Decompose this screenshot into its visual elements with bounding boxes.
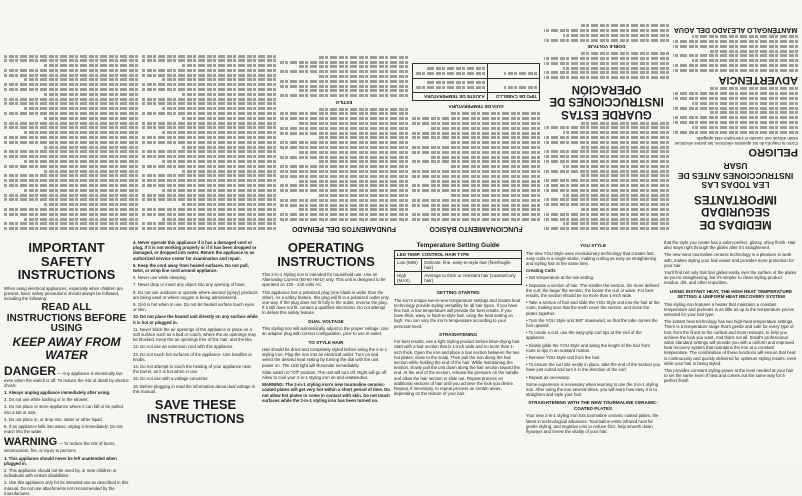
spanish-column-2 (544, 4, 669, 232)
temperature-table-caption: Temperature Setting Guide (416, 242, 500, 249)
english-column-4 (394, 240, 522, 457)
safety-item-4: 4. Never operate this appliance if it has a damaged cord or plug, if it is not working properly or if it has been dropped or damaged, or dropped into water. Return the appliance to an authorized service center for examination and repair. (133, 240, 257, 261)
danger-item-2: 2. Do not use while bathing or in the shower. (4, 397, 89, 403)
curl-step-8: • To ensure the curl sits neatly in place, take the end of the section you have just curled and turn it in the direction of the curl. (526, 362, 660, 373)
english-column-2 (133, 240, 258, 457)
curl-step-5: • To create a curl, use the easy-grip curl tips at the end of the appliance. (526, 330, 642, 341)
table-cell-high: High (MAX) (395, 272, 422, 285)
slide-switch-text: Slide switch to "Off" position. The unit will turn off. Right will go off. Allow to cool your 2-in-1 styling iron on and unattended. (262, 369, 388, 381)
glide-text: You'll find not only that hair glides easily over the surface of the plates as you're straightening, but it's simpler to clean styling product residue, dirt, and other impurities. (664, 270, 797, 286)
spanish-styling-basics-title: FUNDAMENTOS DEL PEINADO (292, 225, 396, 232)
safety-intro: When using electrical appliances, especially when children are present, basic safety precautions should always be followed, including the following: (4, 285, 123, 301)
keep-away-heading: KEEP AWAY FROM WATER (12, 334, 121, 362)
you-style-intro: The new YOU Style uses revolutionary technology that creates fast, easy curls in a single stroke, making curling as easy as straightening and styling hair at the same time. (526, 250, 657, 266)
operating-instructions-title: OPERATING INSTRUCTIONS (277, 240, 375, 269)
temperature-setting-table (394, 243, 522, 285)
nano-tourmaline-text: The new nano tourmaline ceramic technology is a pleasure to work with, makes styling your hair easier and provides more protection for your hair. (664, 252, 794, 268)
save-instructions-title: SAVE THESE INSTRUCTIONS (146, 397, 245, 426)
danger-item-5: 5. If an appliance falls into water, unplug it immediately. Do not reach into the water. (4, 424, 123, 435)
safety-item-10: 10. Do not place the heated unit directly on any surface while it is hot or plugged in. (133, 314, 258, 325)
table-cell-low-desc: Delicate, fine, easy-to-style hair (fine/fragile hair) (422, 259, 522, 272)
getting-started-text: The iron's unique two-in-one temperature settings and instant heat technology provide styling versatility for all hair types. If you have fine hair, a low temperature will provide the best results. If you have thick, wavy or hard-to-style hair, using the heat setting on high. You can vary the iron's temperature according to your personal need. (394, 297, 521, 329)
polarized-plug-text: This appliance has a polarized plug (one blade is wider than the other). As a safety feature, this plug will fit in a polarized outlet only one way. If the plug does not fit fully in the outlet, reverse the plug. If it still does not fit, contact a qualified electrician. Do not attempt to defeat this safety feature. (262, 289, 389, 316)
safety-item-14: 14. Do not attempt to touch the heating of your appliance near the barrel, as it is hot when in use. (133, 364, 252, 375)
spanish-table-header-hair: TIPO DE CABELLO (487, 92, 539, 100)
table-cell-low: Low (MIN) (395, 259, 422, 272)
safety-item-15: 15. Do not use with a voltage converter. (133, 376, 209, 382)
curl-step-2: • Separate a section of hair. The smaller the section, the more defined the curl; the larger the section, the looser the curl or wave. For best results, the section should be no more than 1-inch wide. (526, 282, 659, 298)
english-instructions-panel (0, 236, 802, 496)
you-style-heading: YOU STYLE (579, 243, 607, 248)
read-all-heading: READ ALL INSTRUCTIONS BEFORE USING (6, 302, 127, 335)
danger-item-3: 3. Do not place or store appliance where it can fall or be pulled into a tub or sink. (4, 404, 123, 415)
temperature-table-header: LED TEMP. CONTROL HAIR TYPE (395, 251, 522, 259)
heat-technology-text: The instant heat technology has two high-heat temperature settings. There is a temperature range that's gentle and safe for every type of hair, from the finest to the curliest and most resistant, to help you achieve the look you want. And that's not all. Small's professional salon standard settings will provide you with a uniform and improved heat recovery system that maintains the iron at a constant temperature. The combination of these functions will ensure that heat is continuously and quickly delivered for optimum styling results, even while your hair is being styled. (664, 319, 797, 366)
spanish-dual-voltage-heading: DOBLE VOLTAJE (587, 44, 626, 50)
dual-voltage-heading: DUAL VOLTAGE (308, 318, 344, 324)
spanish-save-title: GUARDE ESTAS INSTRUCCIONES DE OPERACIÓN (549, 82, 664, 120)
spanish-column-6 (4, 4, 138, 232)
danger-item-4: 4. Do not place in, or drop into, water or other liquid. (4, 416, 103, 422)
curl-step-3: • Take a section of hair and slide the YOU Style unit into the hair at the roots, making sure that the teeth cover the section, and close the plates together. (526, 300, 660, 316)
getting-started-heading: GETTING STARTED (436, 290, 480, 295)
english-column-1 (4, 240, 129, 496)
spanish-basic-operation-title: FUNCIONAMIENTO BÁSICO (429, 225, 523, 232)
tourmaline-text: Your new 2-in-1 styling iron has tourmaline ceramic coated plates, the latest in technological advances. Tourmaline emits infrared heat for gentle styling, and negative ions to reduce frizz, help smooth down flyaways and renew the vitality of your hair. (526, 413, 659, 434)
warning-item-2: 2. This appliance should not be used by, or near children or individuals with certain disabilities. (4, 468, 117, 479)
warning-item-1: 1. This appliance should never be left unattended when plugged in. (4, 455, 117, 466)
spanish-style-heading: ESTILO (335, 99, 353, 105)
plates-warning-text: WARNING: The 2-in-1 styling iron's new tourmaline ceramic-coated plates will get very hot within a short period of time. Do not allow hot plates to come in contact with skin. Do not touch surfaces while the 2-in-1 styling iron has been turned on. (262, 382, 390, 403)
safety-item-12: 12. Do not use an extension cord with this appliance. (133, 344, 234, 350)
straightening-text: For best results, use a light styling product before blow-drying hair. Start with a hair section that is 1-inch wide and no more than 1-inch thick. Open the iron and place a hair section between the two hot plates; close to the scalp. Then pull the iron along the hair section while holding the end of the hair. While maintaining the tension, slowly pull the unit down along the hair section toward the end. At the end of the section, release the pressure on the handle and allow the hair section to slide out. Repeat process on additional sections of hair until you achieve the look you desire. Repeat, if necessary, to repeat process on certain areas, depending on the texture of your hair. (394, 339, 521, 397)
danger-text: — Any appliance is electrically live even when the switch is off. To reduce the risk of death by electric shock: (4, 370, 129, 388)
spanish-temperature-table (412, 63, 540, 101)
finish-text: that the style you create has a salon-perfect, glossy, shiny finish. Hair also stays right through the glides after it's straightened. (664, 240, 796, 251)
warning-label: WARNING (4, 436, 58, 449)
spanish-peligro-text: Como la mayoría de los aparatos eléctricos, las partes eléctricas están activas aun cuando el interruptor está apagado. (675, 135, 798, 146)
dual-voltage-text: This styling iron will automatically adjust to the proper voltage. Use an adaptor plug with correct configuration, prior to use in outlet. (262, 326, 389, 337)
spanish-read-all-heading: LEA TODAS LAS INSTRUCCIONES ANTES DE USAR (677, 161, 794, 191)
safety-item-13: 13. Do not touch hot surfaces of the appliance. Use handles or knobs. (133, 351, 252, 362)
table-cell-high-desc: Average to thick or resistant hair (coarse/curly hair) (422, 272, 522, 285)
table-row (395, 259, 522, 272)
instant-heat-heading: USING INSTANT HEAT, THE HIGH HEAT TEMPERATURE SETTING & UNIFORM HEAT RECOVERY SYSTEM (669, 288, 793, 300)
spanish-column-1 (673, 4, 798, 232)
curl-step-1: • Set temperature at the low setting. (526, 275, 595, 281)
safety-item-6: 6. Never use while sleeping. (133, 275, 187, 281)
spanish-column-4 (280, 4, 408, 232)
danger-label: DANGER (4, 363, 57, 378)
operating-intro: This 2-in-1 styling iron is intended for household use. Use on Alternating Current (50-60 Hertz) only. This unit is designed to be operated on 120 - 240 volts AC. (262, 272, 386, 288)
experience-text: Some experience is necessary when learning to use the 2-in-1 styling iron. After using the iron several times, you will learn how easy it is to straighten and style your hair. (526, 381, 659, 398)
curl-step-4: • Turn the YOU Style unit 360° downward, so that the tube curves the hair upward. (526, 317, 658, 328)
english-column-3 (262, 240, 390, 457)
straightening-heading: STRAIGHTENING (438, 331, 478, 337)
safety-item-16: 16. Before plugging in read the information about dual voltage in this manual. (133, 383, 256, 394)
danger-item-1: 1. Always unplug appliance immediately after using. (4, 390, 111, 396)
tourmaline-heading: STRAIGHTENING WITH THE NEW TOURMALINE CERAMIC-COATED PLATES (528, 400, 658, 411)
curl-step-7: • Remove YOU Style unit from the hair. (526, 354, 601, 360)
creating-curls-heading: Creating Curls (526, 268, 556, 274)
english-column-6 (664, 240, 798, 457)
safety-item-5: 5. Keep the cord away from heated surfaces. Do not pull, twist, or wrap line cord around appliance. (133, 262, 249, 274)
curl-step-6: • Slowly glide the YOU Style and along the length of the hair from roots to tips in an outward motion. (526, 342, 650, 353)
spanish-column-5 (142, 4, 276, 232)
to-style-hair-text: Hair should be dried and completely styled before using the 2-in-1 styling iron. Plug the iron into an electrical outlet. Turn on and select the desired heat setting by turning the dial with the unit power on. The LED light will illuminate immediately. (262, 347, 388, 368)
spanish-keep-away-heading: MANTÉNGALO ALEJADO DEL AGUA (673, 26, 798, 34)
spanish-peligro-label: PELIGRO (748, 146, 798, 158)
important-safety-title: IMPORTANT SAFETY INSTRUCTIONS (17, 240, 116, 282)
english-column-5 (526, 240, 660, 457)
spanish-table-header-temp: AJUSTE DE TEMPERATURA (413, 92, 488, 100)
safety-item-9: 9. Grid is hot when in use. Do not let heated surface touch eyes or skin. (133, 302, 254, 313)
spanish-temperature-guide-heading: GUÍA DE TEMPERATURA (448, 104, 504, 110)
to-style-hair-heading: TO STYLE HAIR (308, 339, 344, 345)
spanish-safety-title: MEDIDAS DE SEGURIDAD IMPORTANTES (694, 193, 777, 230)
table-row (395, 272, 522, 285)
safety-item-8: 8. Do not use outdoors or operate where aerosol (spray) products are being used or where oxygen is being administered. (133, 289, 258, 300)
spanish-instructions-panel (0, 0, 802, 236)
safety-item-11: 11. Never block the air openings of the appliance or place on a soft surface such as a bed or couch, where the air openings may be blocked. Keep the air openings free of lint, hair, and the like. (133, 326, 257, 343)
warning-item-3: 3. Use this appliance only for its intended use as described in this manual. Do not use attachments not recommended by the manufacturer. (4, 480, 129, 496)
warning-text: — To reduce the risk of burns, electrocution, fire, or injury to persons: (4, 441, 116, 454)
safety-item-7: 7. Never drop or insert any object into any opening of hose. (133, 282, 246, 288)
spanish-advertencia-label: ADVERTENCIA (718, 73, 798, 86)
constant-power-text: This provides constant styling power at the level needed at your hair to set the same level of heat and comes out the same way for a perfect finish. (664, 368, 794, 384)
spanish-column-3 (412, 4, 540, 232)
heater-text: This styling iron features a heater that maintains a constant temperature and preheats in as little as up to the temperature you've selected for your hair type. (664, 301, 795, 318)
curl-step-9: • Repeat as necessary. (526, 374, 570, 380)
